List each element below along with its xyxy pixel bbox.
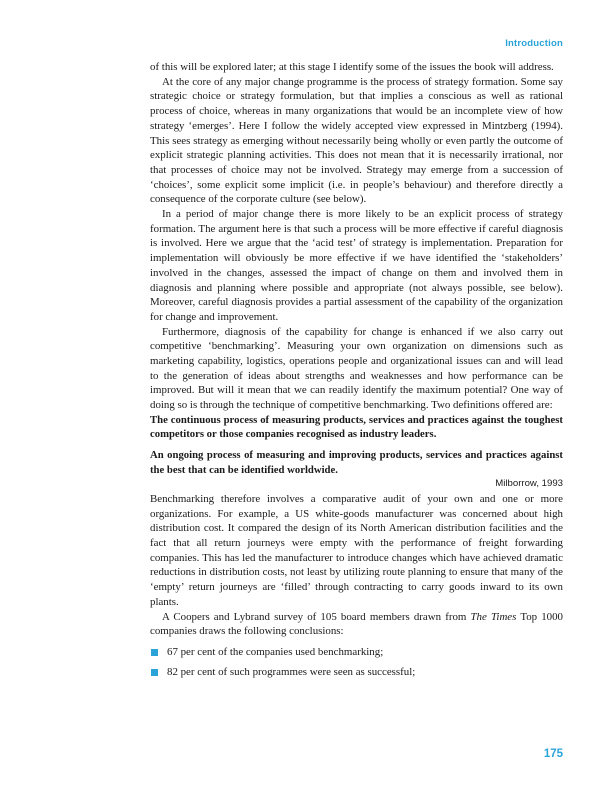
body-text (150, 60, 563, 684)
list-item (150, 665, 563, 680)
list-item (150, 645, 563, 660)
paragraph-survey (150, 610, 563, 639)
survey-text-after: Top 1000 companies draws the following conclusions: (150, 610, 564, 638)
definition-quote-1: The continuous process of measuring products, services and practices against the toughest competitors or those companies recognised as industry leaders. (150, 413, 563, 441)
paragraph-benchmarking: Furthermore, diagnosis of the capability for change is enhanced if we also carry out competitive ‘benchmarking’. Measuring your own organization on dimensions such as marketing capability, logistics, operations people and organizational issues can and will lead to the generation of ideas about strengths and weaknesses and how performance can be improved. But will it mean that we can readily identify the maximum potential? One way of doing so is through the technique of competitive benchmarking. Two definitions offered are: (150, 325, 563, 412)
list-item-text: 82 per cent of such programmes were seen as successful; (167, 665, 416, 678)
paragraph-comparative-audit: Benchmarking therefore involves a comparative audit of your own and one or more organizations. For example, a US white-goods manufacturer was concerned about high distribution cost. It compared the design of its North American distribution facilities and the fact that all return journeys were empty with the performance of freight forwarding companies. This has led the manufacturer to introduce changes which have achieved dramatic reductions in distribution costs, not least by utilizing route planning to ensure that many of the ‘empty’ return journeys are ‘filled’ through contracting to carry goods inward to its own plants. (150, 492, 563, 608)
quote-attribution: Milborrow, 1993 (495, 478, 563, 490)
paragraph-continuation: of this will be explored later; at this stage I identify some of the issues the book will address. (150, 61, 554, 73)
publication-title: The Times (470, 610, 517, 623)
list-item-text: 67 per cent of the companies used benchmarking; (167, 645, 384, 658)
survey-text-before: A Coopers and Lybrand survey of 105 board members drawn from (162, 610, 471, 623)
paragraph-major-change: In a period of major change there is more likely to be an explicit process of strategy formation. The argument here is that such a process will be more effective if careful diagnosis is involved. Here we argue that the ‘acid test’ of strategy is implementation. Preparation for implementation will obviously be more effective if we have identified the ‘stakeholders’ involved in the changes, assessed the impact of change on them and involved them in diagnosis and planning where possible and appropriate (not always possible, see below). Moreover, careful diagnosis provides a partial assessment of the capability of the organization for change and improvement. (150, 208, 563, 323)
bullet-list (150, 645, 563, 679)
page-number: 175 (543, 748, 563, 760)
definition-quote-2: An ongoing process of measuring and improving products, services and practices against the best that can be identified worldwide. (150, 449, 563, 476)
square-bullet-icon (151, 669, 158, 676)
paragraph-strategy-formation: At the core of any major change programme is the process of strategy formation. Some say strategic choice or strategy formulation, but that implies a conscious as well as rational process of choice, whereas in many organizations that would be an incomplete view of how strategy ‘emerges’. Here I follow the widely accepted view expressed in Mintzberg (1994). This sees strategy as emerging without necessarily being wholly or even partly the outcome of explicit strategic planning activities. This does not mean that it is necessarily irrational, nor that processes of choice may not be involved. Strategy may emerge from a succession of ‘choices’, some explicit some implicit (i.e. in people’s behaviour) and therefore directly a consequence of the corporate culture (see below). (150, 75, 563, 206)
running-header: Introduction (505, 38, 563, 49)
square-bullet-icon (151, 649, 158, 656)
